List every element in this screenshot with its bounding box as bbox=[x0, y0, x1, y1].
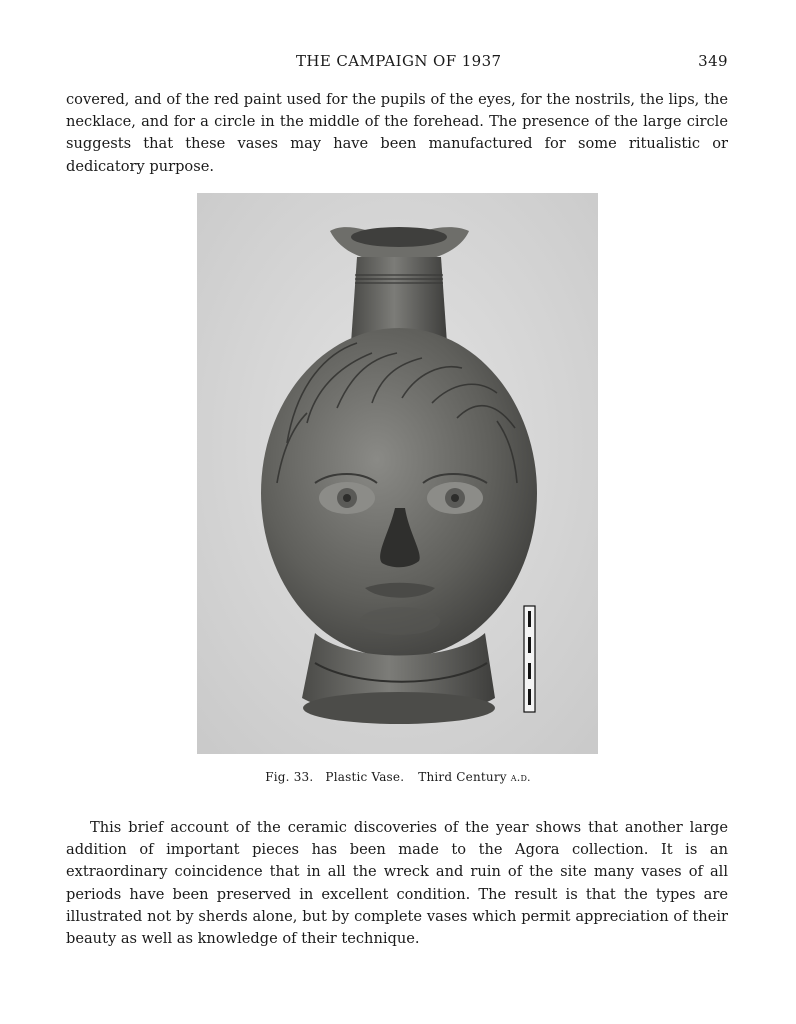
figure-era: a.d. bbox=[510, 771, 531, 784]
running-title: THE CAMPAIGN OF 1937 bbox=[296, 52, 502, 70]
figure-number: Fig. 33. bbox=[265, 770, 314, 784]
figure-date: Third Century bbox=[418, 770, 507, 784]
page-number: 349 bbox=[698, 52, 728, 70]
page-header bbox=[66, 52, 728, 74]
body-paragraph-bottom: This brief account of the ceramic discoveries of the year shows that another large addition of important pieces has been made to the Agora collection. It is an extraordinary coincidence that in all the wreck and ruin of the site many vases of all periods have been preserved in excellent condition. The result is that the types are illustrated not by sherds alone, but by complete vases which permit appreciation of their beauty as well as knowledge of their technique. bbox=[66, 819, 728, 948]
figure-photo-plastic-vase bbox=[197, 193, 598, 754]
body-paragraph-top: covered, and of the red paint used for the pupils of the eyes, for the nostrils, the lips, the necklace, and for a circle in the middle of the forehead. The presence of the large circle suggests that these vases may have been manufactured for some ritualistic or dedicatory purpose. bbox=[66, 91, 728, 175]
figure-title: Plastic Vase. bbox=[325, 770, 405, 784]
figure-caption bbox=[0, 770, 796, 784]
